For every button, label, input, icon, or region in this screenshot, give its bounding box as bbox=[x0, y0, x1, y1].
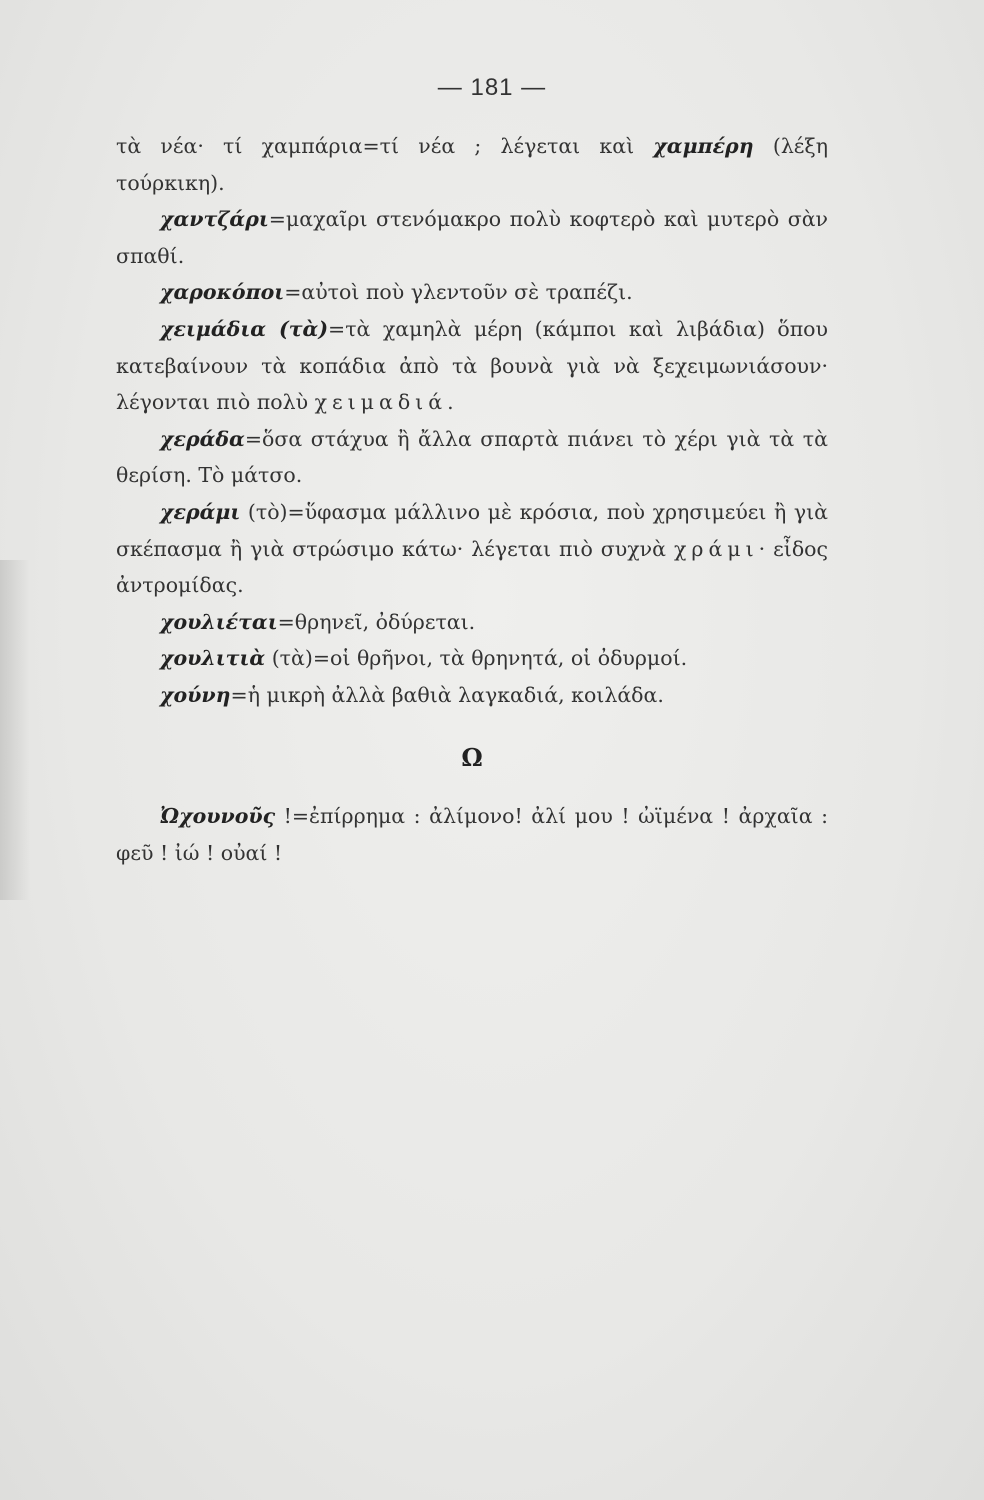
entry-definition: !=ἐπίρρημα : ἀλίμονο! ἀλί μου ! ὠϊμένα ! ἀρχαῖα : φεῦ ! ἰώ ! οὐαί ! bbox=[116, 804, 828, 865]
entry-headword: χεράμι bbox=[160, 499, 241, 524]
glossary-entry bbox=[116, 128, 828, 201]
entry-lead: τὰ νέα· τί χαμπάρια=τί νέα ; λέγεται καὶ bbox=[116, 134, 654, 158]
page-edge-shadow bbox=[0, 560, 30, 900]
entry-definition: =ὅσα στάχυα ἢ ἄλλα σπαρτὰ πιάνει τὸ χέρι γιὰ τὰ τὰ θερίση. Τὸ μάτσο. bbox=[116, 426, 828, 488]
glossary-entry bbox=[116, 421, 828, 494]
page-number: — 181 — bbox=[437, 74, 547, 101]
glossary-entry bbox=[116, 494, 828, 604]
entry-headword: χαμπέρη bbox=[653, 134, 754, 158]
glossary-entry bbox=[116, 640, 828, 677]
entry-spaced-term: χειμαδιά bbox=[314, 390, 448, 415]
glossary-entry bbox=[116, 201, 828, 274]
entry-definition: (τὰ)=οἱ θρῆνοι, τὰ θρηνητά, οἱ ὀδυρμοί. bbox=[265, 646, 688, 671]
glossary-text bbox=[116, 128, 828, 871]
entry-definition: (τὸ)=ὕφασμα μάλλινο μὲ κρόσια, ποὺ χρησιμεύει ἢ γιὰ σκέπασμα ἢ γιὰ στρώσιμο κάτω· λέγεται πιὸ συχνὰ bbox=[116, 499, 828, 561]
entry-tail: · εἶδος ἀντρομίδας. bbox=[116, 536, 828, 598]
entry-headword: χουλιέται bbox=[160, 609, 278, 634]
entry-headword: χειμάδια (τὰ) bbox=[160, 316, 329, 341]
section-letter-heading: Ω bbox=[461, 742, 483, 772]
entry-headword: χαντζάρι bbox=[160, 207, 269, 232]
glossary-entry bbox=[116, 798, 828, 871]
entry-headword: χαροκόποι bbox=[160, 280, 285, 305]
entry-definition: =μαχαῖρι στενόμακρο πολὺ κοφτερὸ καὶ μυτερὸ σὰν σπαθί. bbox=[116, 207, 828, 268]
entry-headword: χούνη bbox=[160, 682, 231, 707]
glossary-entry bbox=[116, 311, 828, 421]
entry-definition: =αὐτοὶ ποὺ γλεντοῦν σὲ τραπέζι. bbox=[284, 280, 633, 305]
glossary-entry bbox=[116, 274, 828, 311]
entry-definition: (λέξη τούρκικη). bbox=[116, 134, 829, 195]
entry-spaced-term: χράμι bbox=[673, 536, 759, 561]
entry-definition: =ἡ μικρὴ ἀλλὰ βαθιὰ λαγκαδιά, κοιλάδα. bbox=[230, 682, 664, 707]
glossary-entry bbox=[116, 677, 828, 714]
entry-headword: χουλιτιὰ bbox=[160, 646, 266, 671]
glossary-entry bbox=[116, 604, 828, 641]
entry-headword: χεράδα bbox=[160, 426, 245, 451]
entry-tail: . bbox=[447, 390, 454, 415]
entry-headword: Ὠχουνοῦς bbox=[160, 804, 276, 829]
entry-definition: =θρηνεῖ, ὀδύρεται. bbox=[277, 609, 476, 634]
entry-definition: =τὰ χαμηλὰ μέρη (κάμποι καὶ λιβάδια) ὅπου κατεβαίνουν τὰ κοπάδια ἀπὸ τὰ βουνὰ γιὰ νὰ ξεχειμωνιάσουν· λέγονται πιὸ πολὺ bbox=[116, 316, 828, 415]
